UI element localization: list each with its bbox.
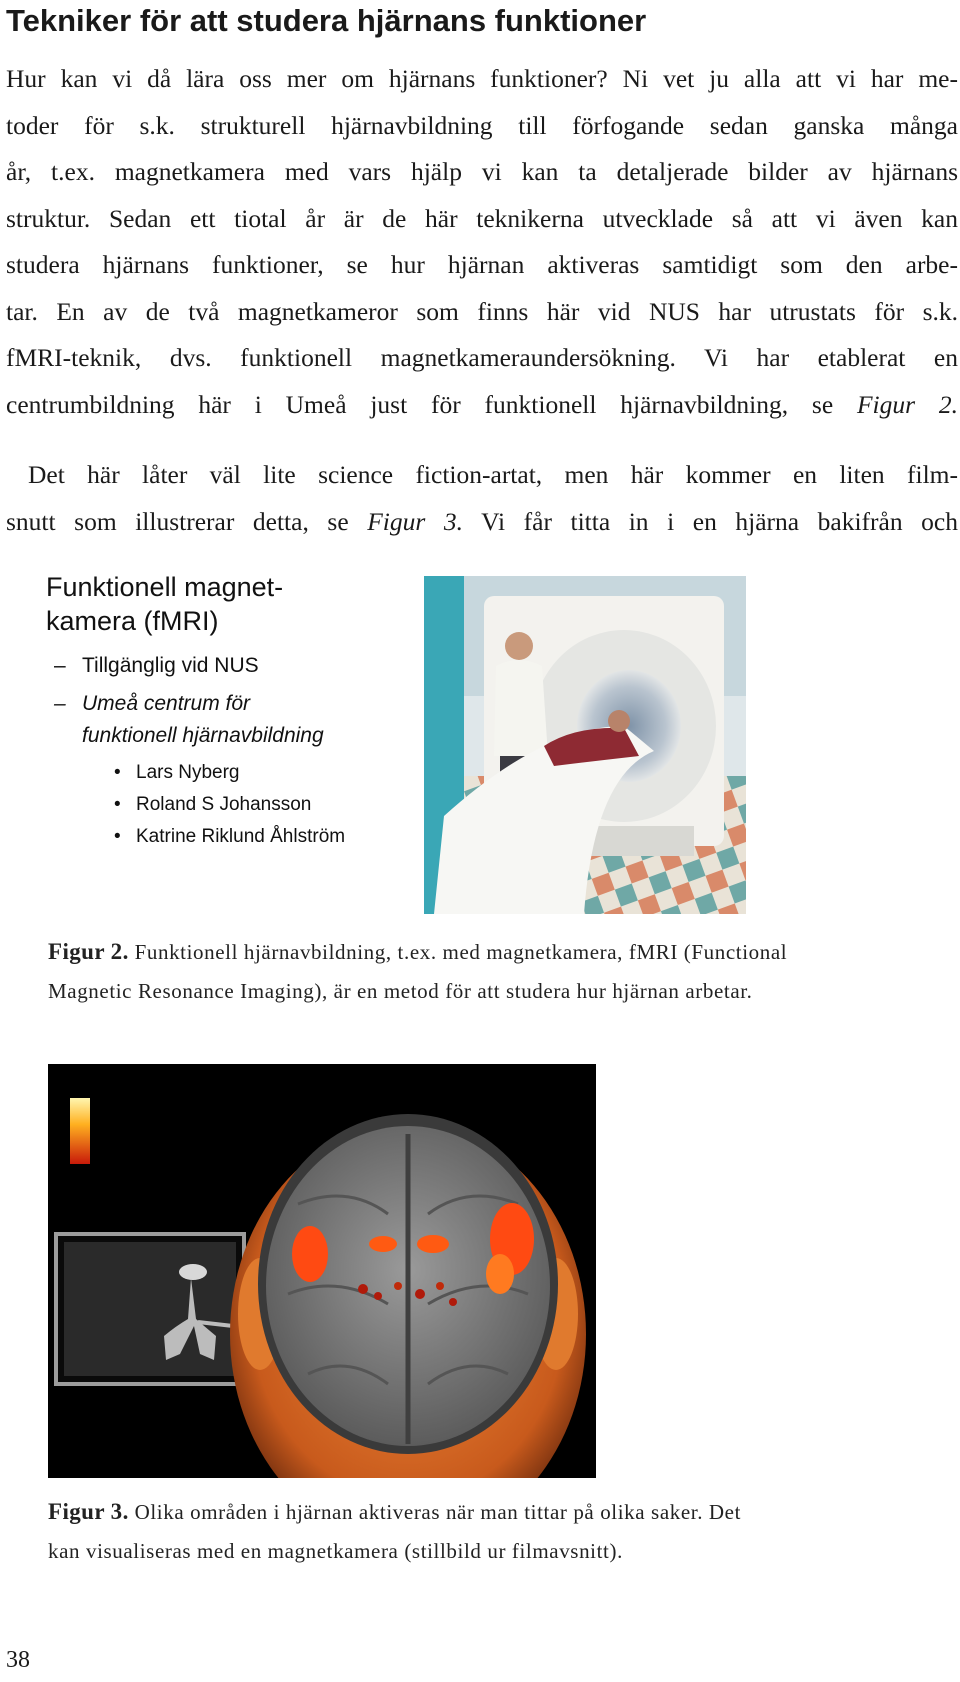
body-paragraph-2 bbox=[6, 452, 958, 545]
slide-item-text: Umeå centrum för bbox=[82, 692, 251, 715]
caption-line bbox=[48, 932, 928, 972]
slide-title-line: Funktionell magnet- bbox=[46, 572, 284, 602]
paragraph-line bbox=[6, 382, 958, 429]
fmri-brain-still bbox=[48, 1064, 596, 1478]
slide-person: • Katrine Riklund Åhlström bbox=[114, 824, 345, 850]
body-paragraph-1 bbox=[6, 56, 958, 428]
caption-line: Magnetic Resonance Imaging), är en metod för att studera hur hjärnan arbetar. bbox=[48, 979, 753, 1003]
caption-line: kan visualiseras med en magnetkamera (stillbild ur filmavsnitt). bbox=[48, 1539, 623, 1563]
paragraph-line bbox=[6, 499, 958, 546]
paragraph-line: fMRI-teknik, dvs. funktionell magnetkameraundersökning. Vi har etablerat en bbox=[6, 343, 958, 372]
mri-scanner-photo bbox=[424, 576, 746, 914]
page-number: 38 bbox=[6, 1647, 30, 1673]
slide-title bbox=[46, 570, 283, 638]
paragraph-line: struktur. Sedan ett tiotal år är de här teknikerna utvecklade så att vi även kan bbox=[6, 203, 958, 233]
paragraph-line: tar. En av de två magnetkameror som finns här vid NUS har utrustats för s.k. bbox=[6, 296, 958, 326]
slide-person: • Roland S Johansson bbox=[114, 792, 311, 818]
caption-label: Figur 2. bbox=[48, 939, 129, 964]
slide-item-umea-cont: funktionell hjärnavbildning bbox=[82, 724, 324, 747]
figure-3-reference: Figur 3. bbox=[367, 506, 463, 536]
paragraph-text: snutt som illustrerar detta, se bbox=[6, 506, 368, 536]
paragraph-line: år, t.ex. magnetkamera med vars hjälp vi kan ta detaljerade bilder av hjärnans bbox=[6, 157, 958, 186]
caption-text: Olika områden i hjärnan aktiveras när man tittar på olika saker. Det bbox=[128, 1500, 742, 1524]
paragraph-text: Vi får titta in i en hjärna bakifrån och bbox=[463, 506, 958, 536]
dash-glyph: – bbox=[54, 654, 66, 677]
dash-glyph: – bbox=[54, 692, 66, 715]
paragraph-line: toder för s.k. strukturell hjärnavbildning till förfogande sedan ganska många bbox=[6, 110, 958, 140]
slide-item-umea bbox=[54, 690, 250, 718]
slide-title-line: kamera (fMRI) bbox=[46, 606, 219, 636]
caption-text: Funktionell hjärnavbildning, t.ex. med magnetkamera, fMRI (Functional bbox=[128, 940, 788, 964]
caption-label: Figur 3. bbox=[48, 1499, 129, 1524]
paragraph-text: centrumbildning här i Umeå just för funktionell hjärnavbildning, se bbox=[6, 389, 857, 419]
paragraph-line: studera hjärnans funktioner, se hur hjärnan aktiveras samtidigt som den arbe- bbox=[6, 250, 958, 279]
slide-person: • Lars Nyberg bbox=[114, 760, 240, 786]
caption-line bbox=[48, 1492, 928, 1532]
paragraph-line: Det här låter väl lite science fiction-artat, men här kommer en liten film- bbox=[28, 460, 958, 489]
figure-3-caption bbox=[48, 1492, 928, 1571]
fmri-slide bbox=[40, 560, 420, 860]
figure-2-caption bbox=[48, 932, 928, 1011]
paragraph-line: Hur kan vi då lära oss mer om hjärnans funktioner? Ni vet ju alla att vi har me- bbox=[6, 64, 958, 93]
page-title: Tekniker för att studera hjärnans funktioner bbox=[6, 3, 647, 38]
slide-item-text: Tillgänglig vid NUS bbox=[82, 654, 259, 677]
figure-2-reference: Figur 2. bbox=[856, 389, 958, 419]
slide-item-nus bbox=[54, 652, 259, 680]
